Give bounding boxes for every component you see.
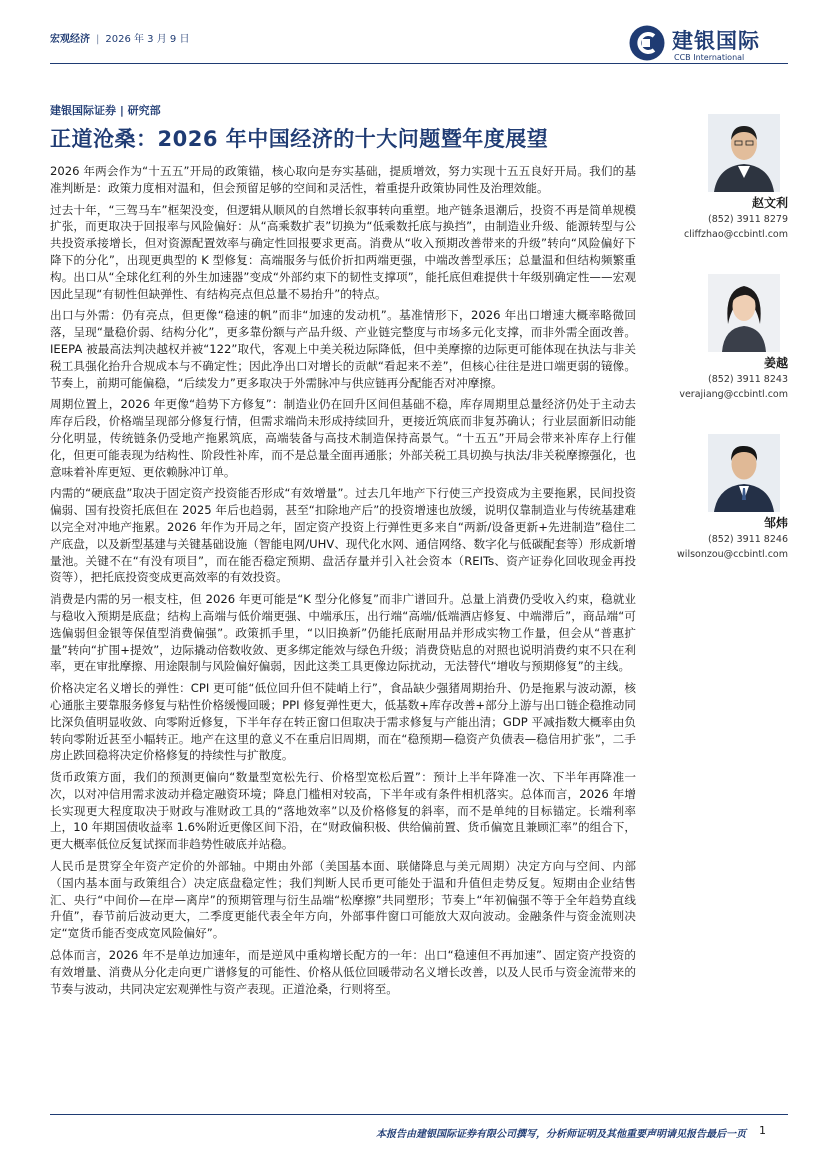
header-separator: | bbox=[96, 34, 100, 45]
header-bar bbox=[50, 30, 189, 45]
analyst-email[interactable]: cliffzhao@ccbintl.com bbox=[684, 229, 788, 240]
analyst-email[interactable]: wilsonzou@ccbintl.com bbox=[677, 549, 788, 560]
analyst-card bbox=[676, 434, 788, 582]
report-body bbox=[50, 163, 636, 1002]
analyst-photo bbox=[708, 114, 780, 192]
brand-name-cn: 建银国际 bbox=[672, 29, 760, 53]
brand-logo bbox=[628, 24, 788, 64]
analyst-email[interactable]: verajiang@ccbintl.com bbox=[679, 389, 788, 400]
page-number: 1 bbox=[759, 1124, 766, 1137]
analyst-panel bbox=[676, 114, 788, 594]
analyst-phone: (852) 3911 8243 bbox=[708, 374, 788, 385]
report-date: 2026 年 3 月 9 日 bbox=[105, 34, 190, 45]
ccb-logo-icon bbox=[628, 24, 666, 62]
paragraph: 2026 年两会作为“十五五”开局的政策锚，核心取向是夯实基础，提质增效，努力实现十五五良好开局。我们的基准判断是：政策力度相对温和，但会预留足够的空间和灵活性，着重提升政策协同性及治理效能。 bbox=[50, 164, 636, 195]
paragraph: 总体而言，2026 年不是单边加速年，而是逆风中重构增长配方的一年：出口“稳速但不再加速”、固定资产投资的有效增量、消费从分化走向更广谱修复的可能性、价格从低位回暖带动名义增长改善，以及人民币与资金流带来的节奏与波动，共同决定宏观弹性与资产表现。正道沧桑，行则将至。 bbox=[50, 948, 636, 996]
header-divider bbox=[50, 63, 788, 64]
analyst-photo bbox=[708, 274, 780, 352]
paragraph: 过去十年，“三驾马车”框架没变，但逻辑从顺风的自然增长叙事转向重塑。地产链条退潮后，投资不再是简单规模扩张，而更取决于回报率与风险偏好：从“高乘数扩表”切换为“低乘数托底与换挡”，由制造业升级、能源转型与公共投资承接增长，但对资源配置效率与确定性回报要求更高。消费从“收入预期改善带来的升级”转向“风险偏好下降下的分化”，出现更典型的 K 型修复：高端服务与低价折扣两端更强，中端改善型承压；总量温和但结构频繁重构。出口从“全球化红利的外生加速器”变成“外部约束下的韧性支撑项”，能托底但难提供十年级别确定性——宏观因此呈现“有韧性但缺弹性、有结构亮点但总量不易抬升”的特点。 bbox=[50, 202, 636, 301]
analyst-card bbox=[676, 114, 788, 262]
analyst-photo bbox=[708, 434, 780, 512]
paragraph: 货币政策方面，我们的预测更偏向“数量型宽松先行、价格型宽松后置”：预计上半年降准一次、下半年再降准一次，以对冲信用需求波动并稳定融资环境；降息门槛相对较高，下半年或有条件相机落实。总体而言，2026 年增长实现更大程度取决于财政与准财政工具的“落地效率”以及价格修复的斜率，而不是单纯的目标锚定。长端利率上，10 年期国债收益率 1.6%附近更像区间下沿，在“财政偏积极、供给偏前置、货币偏宽且兼顾汇率”的组合下，更大概率低位反复试探而非趋势性破底并站稳。 bbox=[50, 770, 636, 852]
report-title: 正道沧桑：2026 年中国经济的十大问题暨年度展望 bbox=[50, 127, 549, 151]
paragraph: 出口与外需：仍有亮点，但更像“稳速的帆”而非“加速的发动机”。基准情形下，2026 年出口增速大概率略微回落，呈现“量稳价弱、结构分化”，更多靠份额与产品升级、产业链完整度与市场多元化支撑，而非外需全面改善。IEEPA 被最高法判决越权并被“122”取代，客观上中美关税边际降低，但中美摩擦的边际更可能体现在执法与非关税工具强化抬升合规成本与不确定性；因此净出口对增长的贡献“看起来不差”，但核心往往是进口端更弱的镜像。节奏上，前期可能偏稳，“后续发力”更多取决于外需脉冲与供应链再分配能否对冲摩擦。 bbox=[50, 308, 636, 390]
paragraph: 周期位置上，2026 年更像“趋势下方修复”：制造业仍在回升区间但基础不稳，库存周期里总量经济仍处于主动去库存后段，价格端呈现部分修复行情，但需求端尚未形成持续回升，更接近筑底而非复苏确认；行业层面新旧动能分化明显，传统链条仍受地产拖累筑底，高端装备与高技术制造保持高景气。“十五五”开局会带来补库存上行催化，但更可能表现为结构性、阶段性补库，而不是总量全面再通胀；外部关税工具切换与执法/非关税摩擦强化，也意味着补库更短、更依赖脉冲订单。 bbox=[50, 397, 636, 479]
footer-divider bbox=[50, 1114, 788, 1115]
paragraph: 消费是内需的另一根支柱，但 2026 年更可能是“K 型分化修复”而非广谱回升。总量上消费仍受收入约束，稳就业与稳收入预期是底盘；结构上高端与低价端更强、中端承压，出行端“高端/低端酒店修复、中端滞后”，商品端“可选偏弱但金银等保值型消费偏强”。政策抓手里，“以旧换新”仍能托底耐用品并形成实物工作量，但会从“普惠扩量”转向“扩围+提效”，边际撬动倍数收敛、更多绑定能效与绿色升级；消费贷贴息的对照也说明消费约束不只在利率，更在审批摩擦、用途限制与风险偏好偏弱，因此这类工具更像边际扰动，无法替代“增收与预期修复”的主线。 bbox=[50, 592, 636, 674]
analyst-card bbox=[676, 274, 788, 422]
analyst-name: 姜越 bbox=[763, 356, 788, 370]
footer-disclaimer: 本报告由建银国际证券有限公司撰写，分析师证明及其他重要声明请见报告最后一页 bbox=[376, 1129, 746, 1140]
analyst-name: 赵文利 bbox=[751, 196, 788, 210]
firm-department: 建银国际证券 | 研究部 bbox=[50, 104, 161, 117]
paragraph: 价格决定名义增长的弹性：CPI 更可能“低位回升但不陡峭上行”，食品缺少强猪周期抬升、仍是拖累与波动源，核心通胀主要靠服务修复与粘性价格缓慢回暖；PPI 修复弹性更大，低基数+库存改善+部分上游与出口链企稳推动同比深负值明显收敛、向零附近修复，下半年存在转正窗口但取决于需求修复与产能出清；GDP 平减指数大概率由负转向零附近甚至小幅转正。地产在这里的意义不在重启旧周期，而在“稳预期—稳资产负债表—稳信用扩张”，二手房止跌回稳将决定价格修复的持续性与扩散度。 bbox=[50, 681, 636, 763]
analyst-name: 邹炜 bbox=[763, 516, 788, 530]
brand-name-en: CCB International bbox=[674, 53, 745, 62]
paragraph: 人民币是贯穿全年资产定价的外部轴。中期由外部（美国基本面、联储降息与美元周期）决定方向与空间、内部（国内基本面与政策组合）决定底盘稳定性；我们判断人民币更可能处于温和升值但走势反复。短期由企业结售汇、央行“中间价—在岸—离岸”的预期管理与衍生品端“松摩擦”共同塑形；节奏上“年初偏强不等于全年趋势直线升值”，春节前后波动更大，二季度更能代表全年方向，外部事件窗口可能放大双向波动。金融条件与资金流则决定“宽货币能否变成宽风险偏好”。 bbox=[50, 859, 636, 941]
analyst-phone: (852) 3911 8279 bbox=[708, 214, 788, 225]
analyst-phone: (852) 3911 8246 bbox=[708, 534, 788, 545]
paragraph: 内需的“硬底盘”取决于固定资产投资能否形成“有效增量”。过去几年地产下行使三产投资成为主要拖累，民间投资偏弱、国有投资托底但在 2025 年后也趋弱，甚至“扣除地产后”的投资增速也放缓，说明仅靠制造业与传统基建难以完全对冲地产拖累。2026 年作为开局之年，固定资产投资上行弹性更多来自“两新/设备更新+先进制造”稳住二产底盘，以及新型基建与关键基础设施（智能电网/UHV、现代化水网、通信网络、数字化与低碳配套等）形成新增量池。关键不在“有没有项目”，而在能否稳定预期、盘活存量并引入社会资本（REITs、资产证券化回收现金再投资等），把托底投资变成更高效率的有效投资。 bbox=[50, 486, 636, 585]
section-label: 宏观经济 bbox=[50, 34, 90, 45]
